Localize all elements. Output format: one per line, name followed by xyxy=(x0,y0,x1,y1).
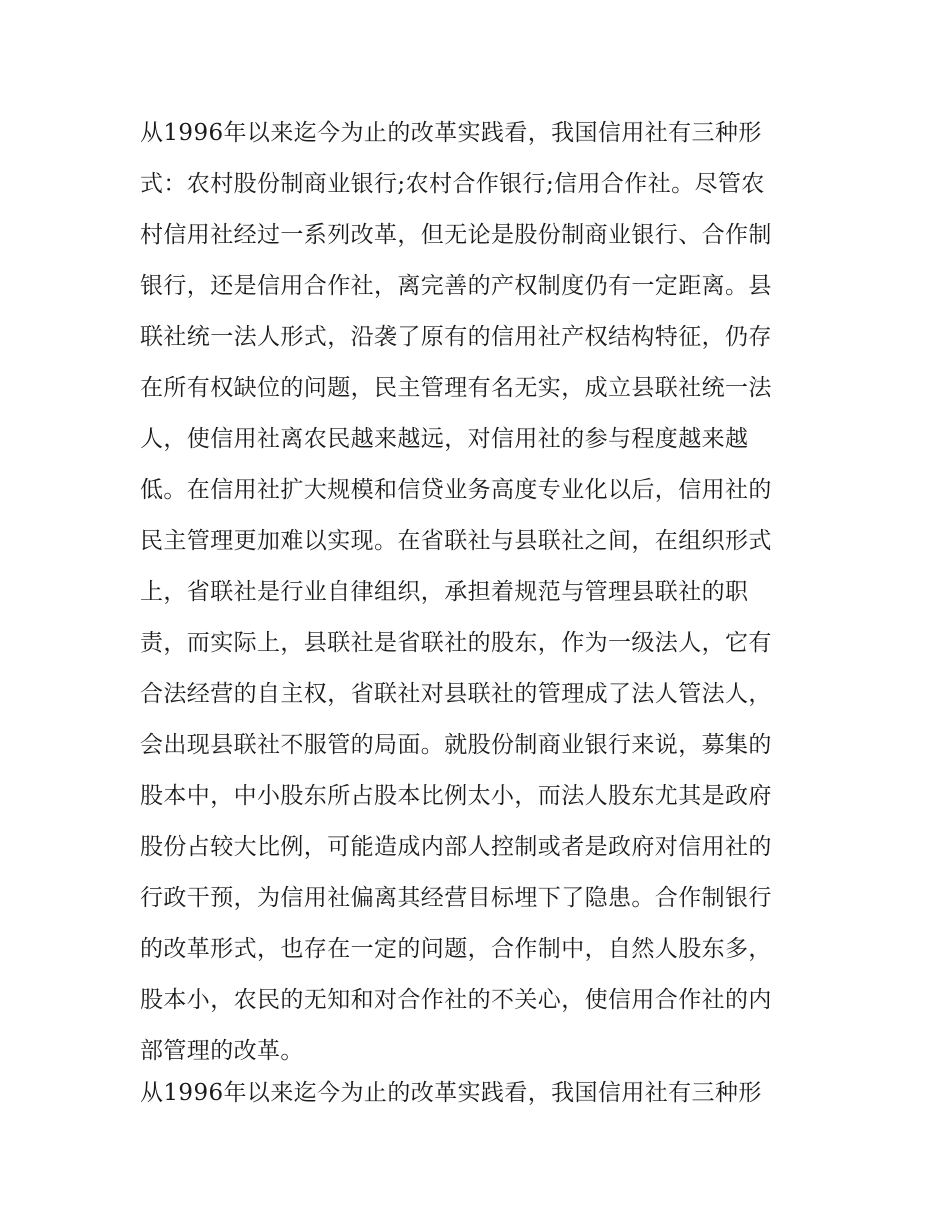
text-line: 在所有权缺位的问题，民主管理有名无实，成立县联社统一法 xyxy=(140,375,772,401)
text-line: 合法经营的自主权，省联社对县联社的管理成了法人管法人， xyxy=(140,681,772,707)
text-line: 部管理的改革。 xyxy=(140,1038,304,1064)
text-line: 从1996年以来迄今为止的改革实践看，我国信用社有三种形 xyxy=(140,1080,762,1106)
text-line: 银行，还是信用合作社，离完善的产权制度仍有一定距离。县 xyxy=(140,273,772,299)
text-line: 股份占较大比例，可能造成内部人控制或者是政府对信用社的 xyxy=(140,834,772,860)
text-line: 股本小，农民的无知和对合作社的不关心，使信用合作社的内 xyxy=(140,987,772,1013)
text-line: 式：农村股份制商业银行;农村合作银行;信用合作社。尽管农 xyxy=(140,171,765,197)
text-line: 联社统一法人形式，沿袭了原有的信用社产权结构特征，仍存 xyxy=(140,324,772,350)
text-line: 低。在信用社扩大规模和信贷业务高度专业化以后，信用社的 xyxy=(140,477,772,503)
text-line: 上，省联社是行业自律组织，承担着规范与管理县联社的职 xyxy=(140,579,749,605)
text-line: 民主管理更加难以实现。在省联社与县联社之间，在组织形式 xyxy=(140,528,772,554)
paragraph-1 xyxy=(140,108,820,1077)
text-line: 的改革形式，也存在一定的问题，合作制中，自然人股东多， xyxy=(140,936,772,962)
text-line: 村信用社经过一系列改革，但无论是股份制商业银行、合作制 xyxy=(140,222,772,248)
text-line: 责，而实际上，县联社是省联社的股东，作为一级法人，它有 xyxy=(140,630,772,656)
text-line: 行政干预，为信用社偏离其经营目标埋下了隐患。合作制银行 xyxy=(140,885,772,911)
text-line: 人，使信用社离农民越来越远，对信用社的参与程度越来越 xyxy=(140,426,749,452)
text-line: 从1996年以来迄今为止的改革实践看，我国信用社有三种形 xyxy=(140,120,762,146)
text-line: 股本中，中小股东所占股本比例太小，而法人股东尤其是政府 xyxy=(140,783,772,809)
paragraph-2 xyxy=(140,1068,820,1119)
text-line: 会出现县联社不服管的局面。就股份制商业银行来说，募集的 xyxy=(140,732,772,758)
